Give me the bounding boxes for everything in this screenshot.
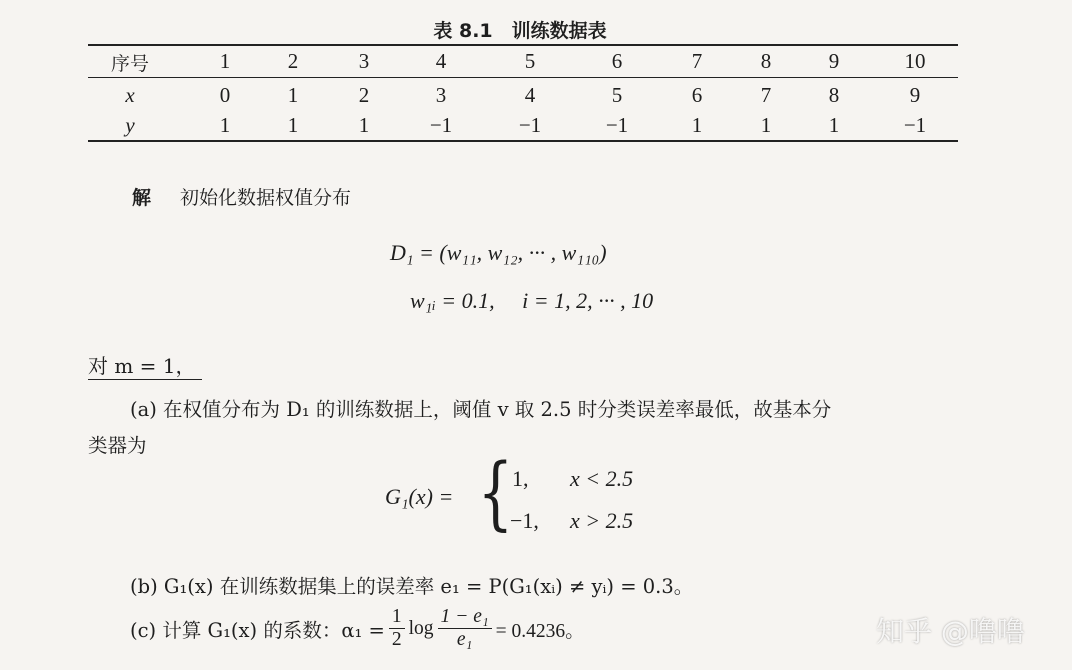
step-a-cont: 类器为 (88, 434, 147, 457)
error-fraction (438, 606, 492, 651)
x-cell: 7 (760, 83, 772, 107)
y-cell: 1 (691, 113, 703, 137)
index-cell: 3 (358, 49, 370, 73)
index-cell: 8 (760, 49, 772, 73)
x-cell: 2 (358, 83, 370, 107)
x-cell: 3 (435, 83, 447, 107)
index-cell: 9 (828, 49, 840, 73)
y-cell: 1 (760, 113, 772, 137)
x-cell: 4 (524, 83, 536, 107)
y-cell: 1 (287, 113, 299, 137)
y-cell: −1 (518, 113, 542, 137)
y-cell: 1 (828, 113, 840, 137)
g1-lhs: G₁(x) = (385, 484, 454, 509)
table-top-rule (88, 44, 958, 46)
log-label: log (408, 617, 434, 639)
error-numerator: 1 − e₁ (438, 606, 492, 629)
equation-w: w₁ᵢ = 0.1, i = 1, 2, ··· , 10 (410, 288, 654, 313)
solution-intro: 初始化数据权值分布 (180, 187, 352, 209)
half-denominator: 2 (391, 629, 402, 650)
index-cell: 4 (435, 49, 447, 73)
error-denominator: e₁ (456, 629, 473, 650)
y-cell: 1 (219, 113, 231, 137)
y-row-label: y (125, 113, 135, 137)
y-cell: −1 (429, 113, 453, 137)
table-caption: 表 8.1 训练数据表 (433, 20, 607, 42)
x-cell: 1 (287, 83, 299, 107)
step-b: (b) G₁(x) 在训练数据集上的误差率 e₁ = P(G₁(xᵢ) ≠ yᵢ) = 0.3。 (130, 575, 694, 598)
y-cell: −1 (903, 113, 927, 137)
case2-condition: x > 2.5 (570, 508, 634, 533)
table-bottom-rule (88, 140, 958, 142)
table-header-rule (88, 77, 958, 78)
m-line: 对 m = 1， (88, 350, 202, 380)
step-c (130, 606, 585, 651)
index-cell: 10 (904, 49, 926, 73)
alpha-result: = 0.4236。 (495, 620, 585, 642)
case2-value: −1, (510, 508, 539, 533)
index-cell: 6 (611, 49, 623, 73)
index-cell: 5 (524, 49, 536, 73)
half-numerator: 1 (389, 606, 405, 629)
index-cell: 7 (691, 49, 703, 73)
y-cell: −1 (605, 113, 629, 137)
x-cell: 9 (909, 83, 921, 107)
solution-lead: 解 (132, 187, 152, 209)
index-cell: 2 (287, 49, 299, 73)
x-cell: 6 (691, 83, 703, 107)
x-cell: 5 (611, 83, 623, 107)
step-c-prefix: (c) 计算 G₁(x) 的系数：α₁ = (130, 618, 385, 642)
equation-d1: D₁ = (w₁₁, w₁₂, ··· , w₁₁₀) (390, 240, 607, 265)
watermark: 知乎 @噜噜 (876, 615, 1025, 648)
x-cell: 8 (828, 83, 840, 107)
header-label: 序号 (110, 53, 150, 75)
case1-value: 1, (512, 466, 529, 491)
left-brace-icon: { (477, 446, 514, 539)
case1-condition: x < 2.5 (570, 466, 634, 491)
x-cell: 0 (219, 83, 231, 107)
index-cell: 1 (219, 49, 231, 73)
half-fraction (389, 606, 405, 651)
y-cell: 1 (358, 113, 370, 137)
x-row-label: x (125, 83, 135, 107)
step-a: (a) 在权值分布为 D₁ 的训练数据上，阈值 v 取 2.5 时分类误差率最低，故基本分 (130, 398, 832, 421)
